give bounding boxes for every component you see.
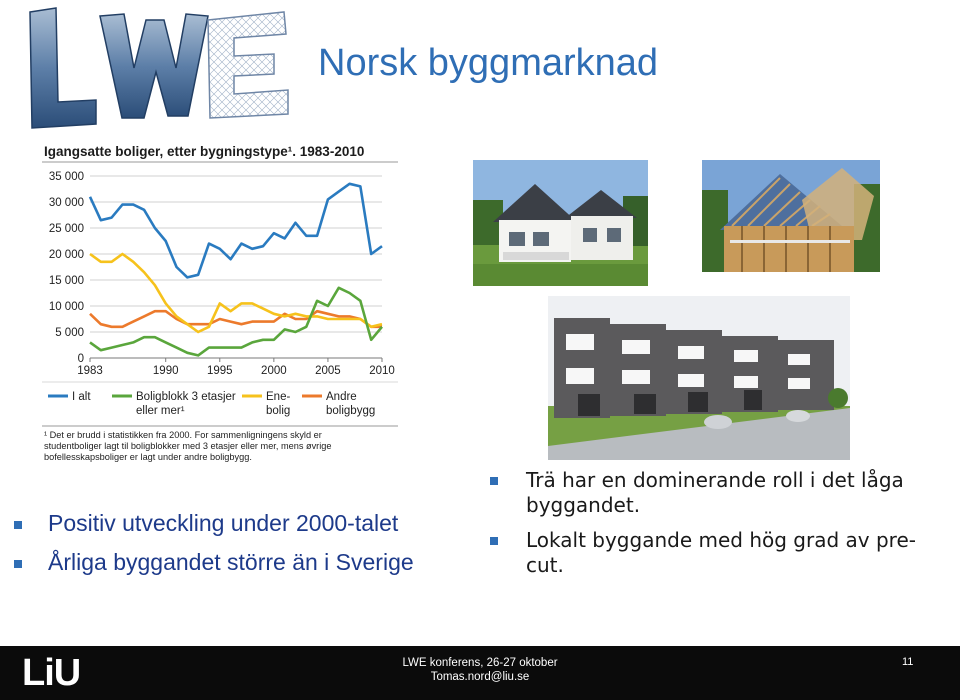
left-bullet-2: Årliga byggandet större än i Sverige (12, 549, 414, 576)
liu-logo: LiU (22, 652, 81, 694)
x-tick-label: 1983 (77, 365, 103, 377)
page-number: 11 (902, 656, 914, 668)
legend-label-line2: eller mer¹ (136, 405, 185, 417)
left-bullet-1: Positiv utveckling under 2000-talet (12, 510, 414, 537)
y-axis (49, 171, 84, 365)
chart-lines (90, 184, 382, 356)
footnote-line-2: studentboliger lagt til boligblokker med 3 etasjer eller mer, mens øvrige (44, 441, 332, 451)
slide-footer (0, 646, 960, 700)
footer-email: Tomas.nord@liu.se (430, 671, 530, 683)
x-tick-label: 1990 (152, 365, 179, 377)
bullet-square-icon (490, 477, 498, 485)
left-bullet-list (12, 510, 414, 588)
construction-photo (702, 160, 880, 272)
y-tick-label: 0 (77, 353, 84, 365)
housing-chart (42, 138, 402, 470)
y-tick-label: 30 000 (48, 197, 84, 209)
footnote-line-1: ¹ Det er brudd i statistikken fra 2000. For sammenligningens skyld er (44, 430, 322, 440)
y-tick-label: 5 000 (55, 327, 84, 339)
chart-title: Igangsatte boliger, etter bygningstype¹. 1983-2010 (44, 144, 365, 159)
slide-title: Norsk byggmarknad (318, 42, 659, 84)
legend-label: I alt (72, 391, 91, 403)
right-bullet-2: Lokalt byggande med hög grad av pre-cut. (488, 528, 928, 578)
footer-conference: LWE konferens, 26-27 oktober (402, 657, 558, 669)
right-bullet-1: Trä har en dominerande roll i det låga byggandet. (488, 468, 928, 518)
bullet-square-icon (14, 560, 22, 568)
legend-label: Ene- (266, 391, 291, 403)
y-tick-label: 20 000 (48, 249, 84, 261)
legend-label: Andre (326, 391, 357, 403)
chart-grid (90, 176, 382, 358)
legend-label: Boligblokk 3 etasjer (136, 391, 236, 403)
y-tick-label: 35 000 (48, 171, 84, 183)
x-tick-label: 2005 (315, 365, 341, 377)
lwe-logo (22, 6, 292, 130)
house-photo (473, 160, 648, 286)
y-tick-label: 10 000 (48, 301, 84, 313)
y-tick-label: 25 000 (48, 223, 84, 235)
y-tick-label: 15 000 (48, 275, 84, 287)
x-tick-label: 2000 (261, 365, 287, 377)
bullet-square-icon (490, 537, 498, 545)
row-houses-photo (548, 296, 850, 460)
x-axis (77, 358, 395, 377)
footer-text (365, 656, 595, 684)
right-bullet-list (488, 468, 928, 588)
x-tick-label: 2010 (369, 365, 395, 377)
bullet-square-icon (14, 521, 22, 529)
x-tick-label: 1995 (206, 365, 233, 377)
footnote-line-3: bofellesskapsboliger er lagt under andre boligbygg. (44, 452, 252, 462)
legend-label-line2: bolig (266, 405, 291, 417)
chart-legend (42, 382, 398, 417)
legend-label-line2: boligbygg (326, 405, 376, 417)
